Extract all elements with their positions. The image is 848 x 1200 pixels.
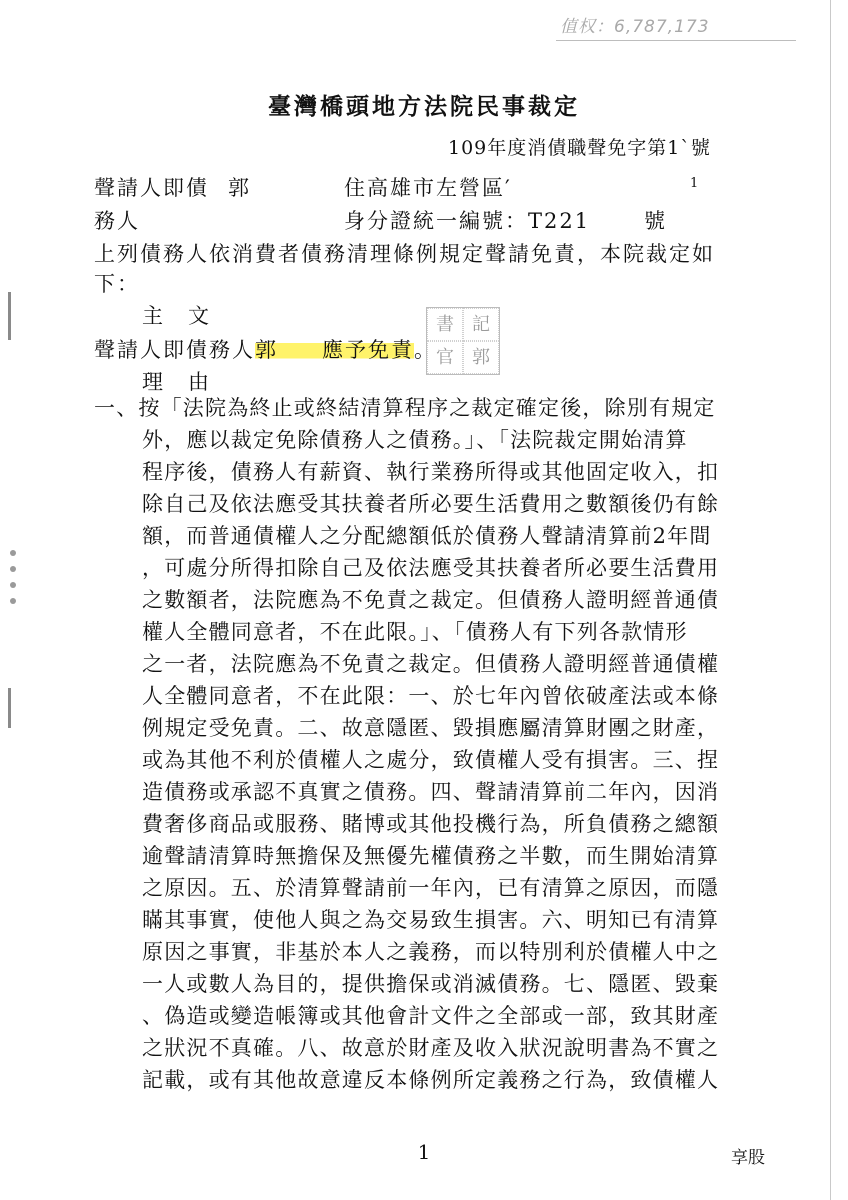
binding-hole xyxy=(10,582,16,588)
body-line: 造債務或承認不真實之債務。四、聲請清算前二年內，因消 xyxy=(142,780,720,804)
body-line: 權人全體同意者，不在此限。」、「債務人有下列各款情形 xyxy=(142,620,688,644)
body-line: 之數額者，法院應為不免責之裁定。但債務人證明經普通債 xyxy=(142,588,720,612)
handwritten-underline xyxy=(556,40,796,41)
reason-body xyxy=(94,392,754,1096)
intro-line1: 上列債務人依消費者債務清理條例規定聲請免責，本院裁定如 xyxy=(94,242,715,266)
reason-heading: 理 由 xyxy=(142,370,211,394)
body-line: 程序後，債務人有薪資、執行業務所得或其他固定收入，扣 xyxy=(142,460,720,484)
ruling-end: 。 xyxy=(414,338,437,362)
binding-hole xyxy=(10,598,16,604)
binding-hole xyxy=(10,566,16,572)
page-number: 1 xyxy=(417,1140,431,1164)
body-line: 、偽造或變造帳簿或其他會計文件之全部或一部，致其財產 xyxy=(142,1004,720,1028)
binding-holes xyxy=(10,540,16,614)
body-line: 一人或數人為目的，提供擔保或消滅債務。七、隱匿、毀棄 xyxy=(142,972,720,996)
body-line: 費奢侈商品或服務、賭博或其他投機行為，所負債務之總額 xyxy=(142,812,720,836)
address-tail: 1 xyxy=(690,176,701,191)
main-heading: 主 文 xyxy=(142,304,211,328)
intro-line2: 下： xyxy=(94,272,140,296)
ruling-outcome: 應予免責 xyxy=(322,338,414,362)
body-line: 例規定受免責。二、故意隱匿、毀損應屬清算財團之財產， xyxy=(142,716,720,740)
body-line: 人全體同意者，不在此限：一、於七年內曾依破產法或本條 xyxy=(142,684,720,708)
ruling-gap xyxy=(278,338,322,362)
applicant-label-line2: 務人 xyxy=(94,209,140,233)
document-title: 臺灣橋頭地方法院民事裁定 xyxy=(268,93,580,120)
body-line: ，可處分所得扣除自己及依法應受其扶養者所必要生活費用 xyxy=(142,556,720,580)
margin-mark xyxy=(8,688,11,728)
footer-stamp: 享股 xyxy=(731,1148,765,1168)
case-number: 109年度消債職聲免字第1`號 xyxy=(448,137,711,159)
clerk-seal xyxy=(426,307,500,375)
body-line: 額，而普通債權人之分配總額低於債務人聲請清算前2年間 xyxy=(142,524,712,548)
body-line: 之原因。五、於清算聲請前一年內，已有清算之原因，而隱 xyxy=(142,876,720,900)
body-line: 或為其他不利於債權人之處分，致債權人受有損害。三、捏 xyxy=(142,748,720,772)
body-line: 外，應以裁定免除債務人之債務。」、「法院裁定開始清算 xyxy=(142,428,688,452)
applicant-address: 住高雄市左營區′ xyxy=(344,176,512,200)
seal-char: 記 xyxy=(463,308,499,341)
id-suffix: 號 xyxy=(644,209,667,233)
binding-hole xyxy=(10,550,16,556)
body-line: 除自己及依法應受其扶養者所必要生活費用之數額後仍有餘 xyxy=(142,492,720,516)
ruling-name: 郭 xyxy=(255,338,278,362)
id-number: 身分證統一編號：T221 xyxy=(344,209,591,233)
body-line: 之一者，法院應為不免責之裁定。但債務人證明經普通債權 xyxy=(142,652,720,676)
seal-char: 書 xyxy=(427,308,463,341)
body-line: 記載，或有其他故意違反本條例所定義務之行為，致債權人 xyxy=(142,1068,720,1092)
body-line: 瞞其事實，使他人與之為交易致生損害。六、明知已有清算 xyxy=(142,908,720,932)
ruling-line xyxy=(94,334,437,364)
handwritten-note: 值权：6,787,173 xyxy=(560,17,710,37)
ruling-prefix: 聲請人即債務人 xyxy=(94,338,255,362)
applicant-name: 郭 xyxy=(228,176,251,200)
body-line: 一、按「法院為終止或終結清算程序之裁定確定後，除別有規定 xyxy=(94,396,716,420)
body-line: 逾聲請清算時無擔保及無優先權債務之半數，而生開始清算 xyxy=(142,844,720,868)
margin-mark xyxy=(8,292,11,340)
body-line: 之狀況不真確。八、故意於財產及收入狀況說明書為不實之 xyxy=(142,1036,720,1060)
seal-char: 郭 xyxy=(463,341,499,374)
page-edge xyxy=(830,0,831,1200)
applicant-label-line1: 聲請人即債 xyxy=(94,176,209,200)
body-line: 原因之事實，非基於本人之義務，而以特別利於債權人中之 xyxy=(142,940,720,964)
seal-char: 官 xyxy=(427,341,463,374)
